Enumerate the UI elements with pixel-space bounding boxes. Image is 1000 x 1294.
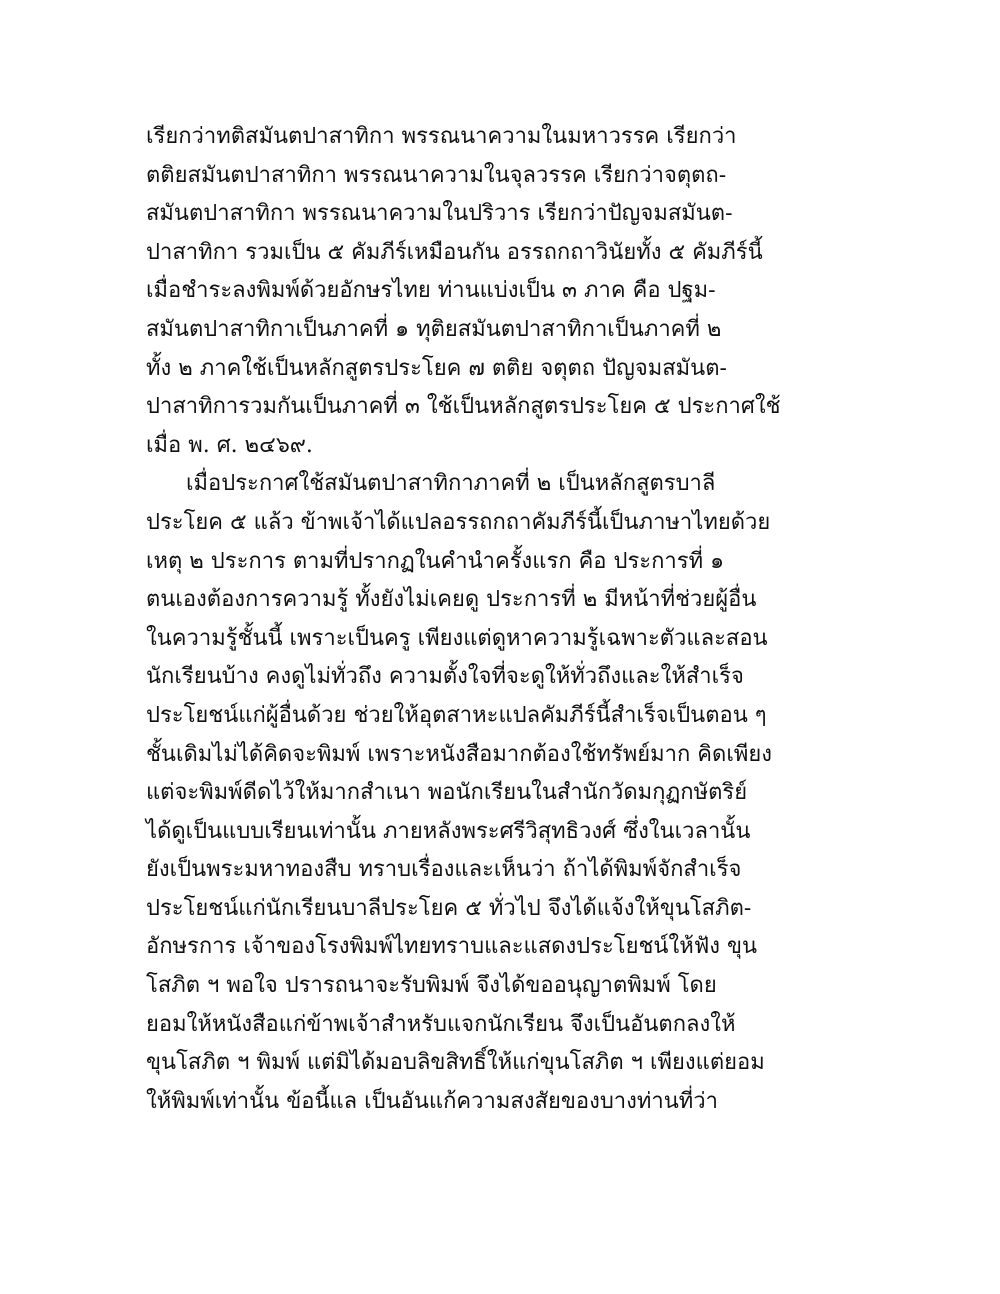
text-line: เมื่อ พ. ศ. ๒๔๖๙. (146, 432, 313, 458)
text-line: ชั้นเดิมไม่ได้คิดจะพิมพ์ เพราะหนังสือมากต้องใช้ทรัพย์มาก คิดเพียง (146, 741, 772, 767)
text-line: ปาสาทิกา รวมเป็น ๕ คัมภีร์เหมือนกัน อรรถกถาวินัยทั้ง ๕ คัมภีร์นี้ (146, 239, 763, 265)
paragraph-1 (146, 118, 781, 465)
text-line: ปาสาทิการวมกันเป็นภาคที่ ๓ ใช้เป็นหลักสูตรประโยค ๕ ประกาศใช้ (146, 394, 781, 420)
text-line: สมันตปาสาทิกา พรรณนาความในปริวาร เรียกว่าปัญจมสมันต- (146, 201, 733, 227)
text-line: ทั้ง ๒ ภาคใช้เป็นหลักสูตรประโยค ๗ ตติย จตุตถ ปัญจมสมันต- (146, 355, 727, 381)
text-line: ตนเองต้องการความรู้ ทั้งยังไม่เคยดู ประการที่ ๒ มีหน้าที่ช่วยผู้อื่น (146, 587, 757, 613)
text-line: ตติยสมันตปาสาทิกา พรรณนาความในจุลวรรค เรียกว่าจตุตถ- (146, 162, 727, 188)
text-line: นักเรียนบ้าง คงดูไม่ทั่วถึง ความตั้งใจที่จะดูให้ทั่วถึงและให้สำเร็จ (146, 664, 744, 690)
text-line: เมื่อชำระลงพิมพ์ด้วยอักษรไทย ท่านแบ่งเป็น ๓ ภาค คือ ปฐม- (146, 278, 716, 304)
text-line: ขุนโสภิต ฯ พิมพ์ แต่มิได้มอบลิขสิทธิ์ให้แก่ขุนโสภิต ฯ เพียงแต่ยอม (146, 1050, 765, 1076)
text-line: อักษรการ เจ้าของโรงพิมพ์ไทยทราบและแสดงประโยชน์ให้ฟัง ขุน (146, 934, 758, 960)
text-line: ประโยชน์แก่นักเรียนบาลีประโยค ๕ ทั่วไป จึงได้แจ้งให้ขุนโสภิต- (146, 895, 752, 921)
text-line: ในความรู้ชั้นนี้ เพราะเป็นครู เพียงแต่ดูหาความรู้เฉพาะตัวและสอน (146, 625, 768, 651)
text-line: โสภิต ฯ พอใจ ปรารถนาจะรับพิมพ์ จึงได้ขออนุญาตพิมพ์ โดย (146, 973, 717, 999)
text-line: ยังเป็นพระมหาทองสืบ ทราบเรื่องและเห็นว่า ถ้าได้พิมพ์จักสำเร็จ (146, 857, 742, 883)
text-line-indented: เมื่อประกาศใช้สมันตปาสาทิกาภาคที่ ๒ เป็นหลักสูตรบาลี (186, 471, 716, 497)
text-line: เหตุ ๒ ประการ ตามที่ปรากฏในคำนำครั้งแรก คือ ประการที่ ๑ (146, 548, 725, 574)
text-line: สมันตปาสาทิกาเป็นภาคที่ ๑ ทุติยสมันตปาสาทิกาเป็นภาคที่ ๒ (146, 316, 722, 342)
text-line: ประโยชน์แก่ผู้อื่นด้วย ช่วยให้อุตสาหะแปลคัมภีร์นี้สำเร็จเป็นตอน ๆ (146, 702, 767, 728)
text-line: ให้พิมพ์เท่านั้น ข้อนี้แล เป็นอันแก้ความสงสัยของบางท่านที่ว่า (146, 1088, 718, 1114)
text-line: ประโยค ๕ แล้ว ข้าพเจ้าได้แปลอรรถกถาคัมภีร์นี้เป็นภาษาไทยด้วย (146, 509, 771, 535)
body-text (146, 118, 781, 1121)
text-line: ยอมให้หนังสือแก่ข้าพเจ้าสำหรับแจกนักเรียน จึงเป็นอันตกลงให้ (146, 1011, 736, 1037)
text-line: เรียกว่าทติสมันตปาสาทิกา พรรณนาความในมหาวรรค เรียกว่า (146, 124, 737, 149)
text-line: ได้ดูเป็นแบบเรียนเท่านั้น ภายหลังพระศรีวิสุทธิวงศ์ ซึ่งในเวลานั้น (146, 818, 751, 844)
text-line: แต่จะพิมพ์ดีดไว้ให้มากสำเนา พอนักเรียนในสำนักวัดมกุฏกษัตริย์ (146, 780, 748, 806)
paragraph-2 (146, 465, 772, 1121)
